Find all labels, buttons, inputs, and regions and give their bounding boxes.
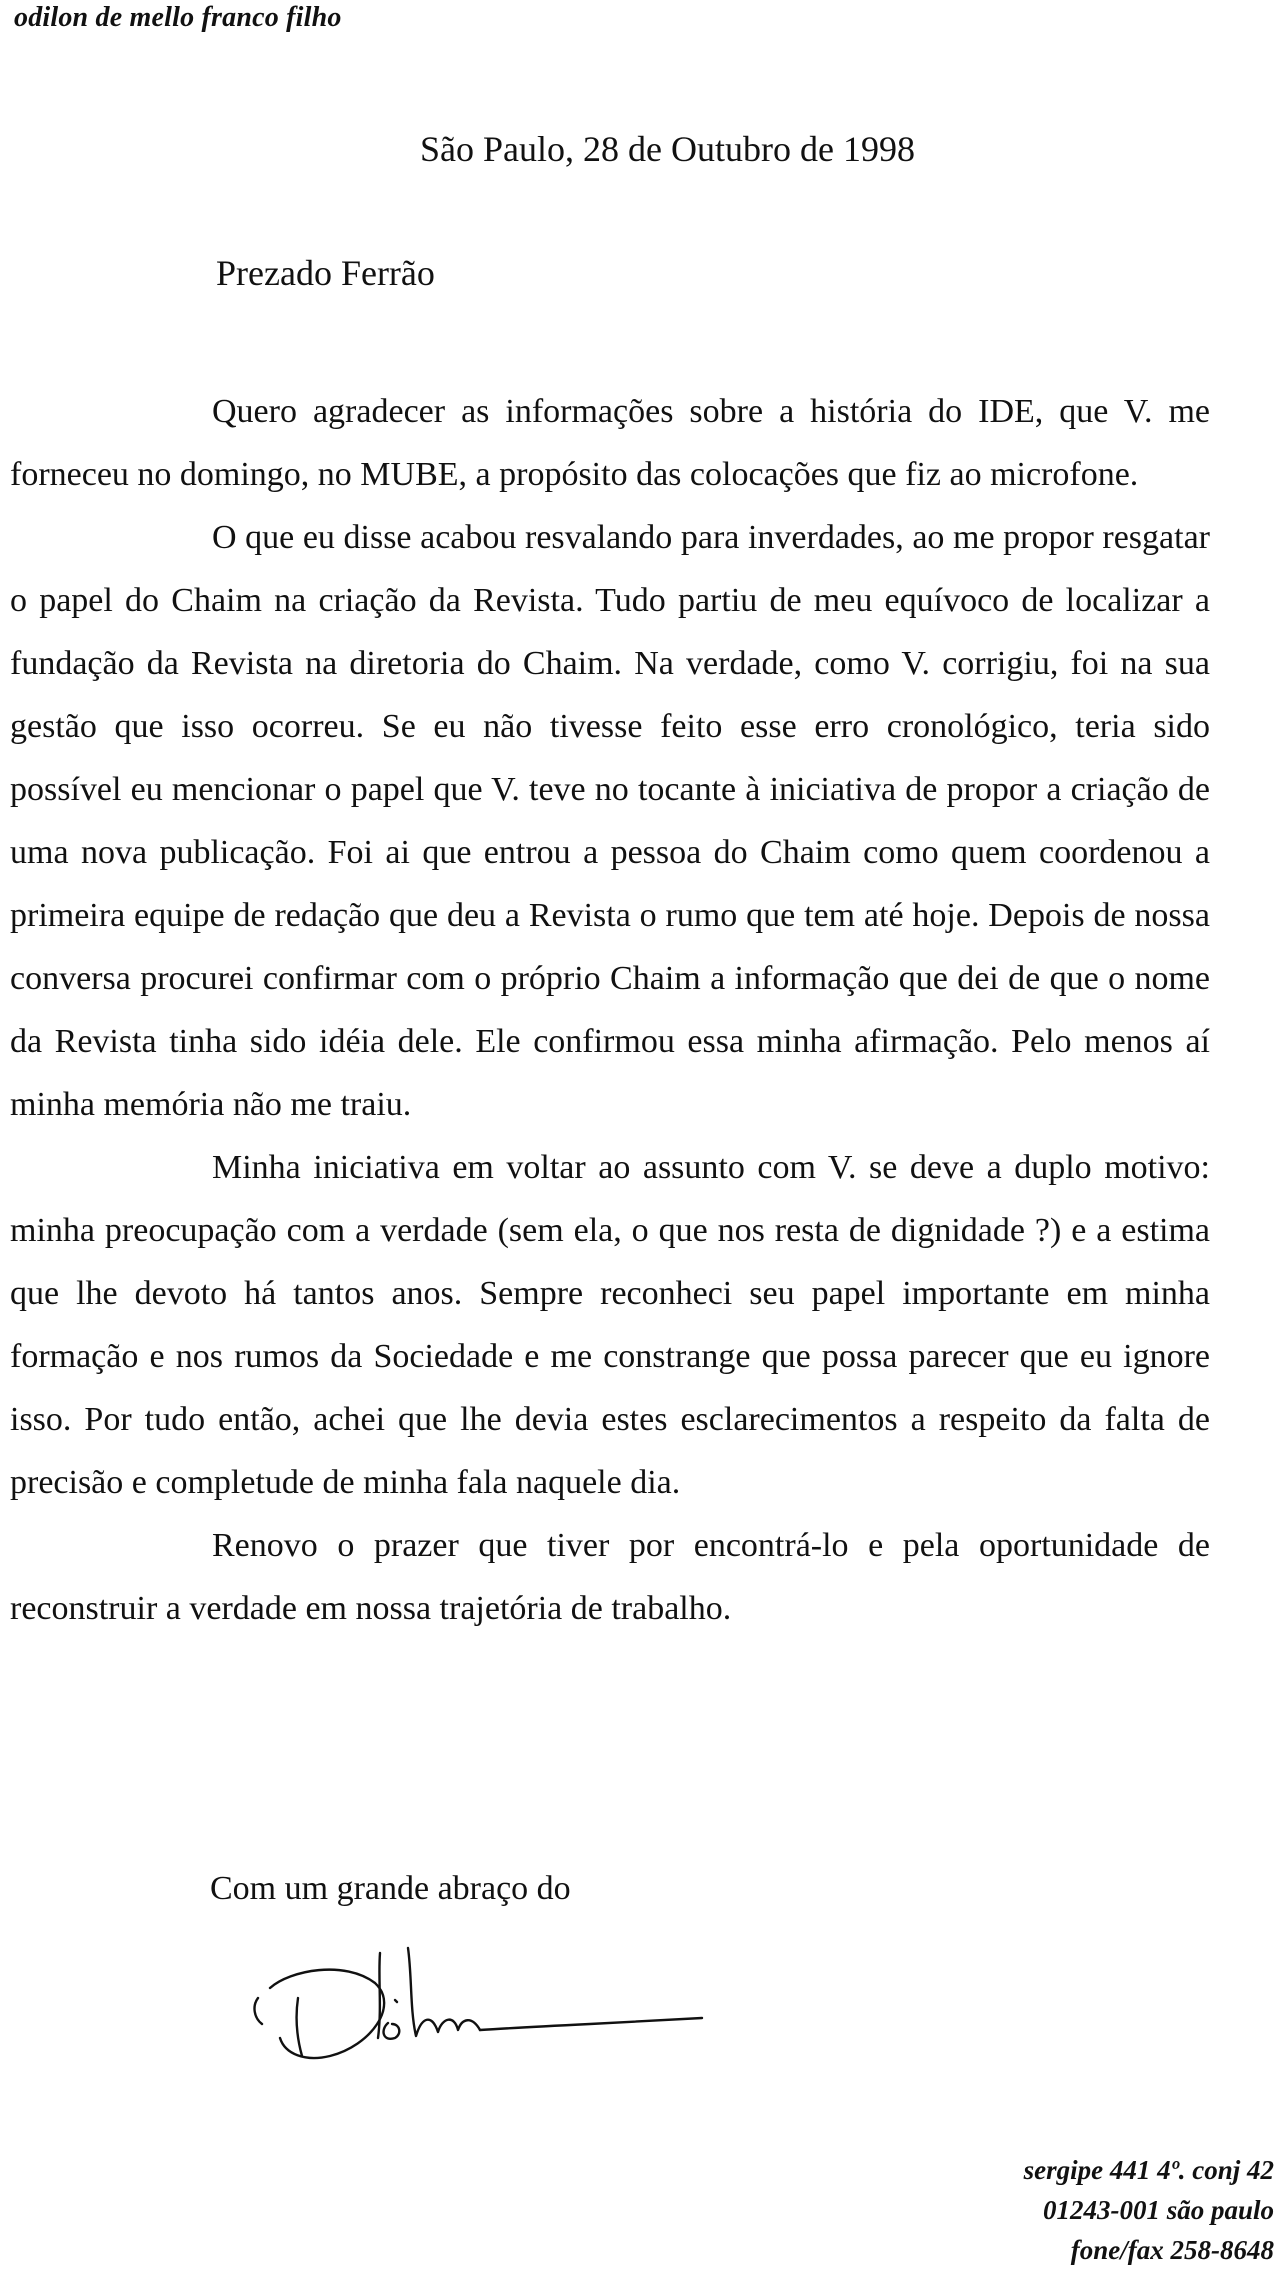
handwritten-signature: [250, 1928, 730, 2083]
paragraph-4: Renovo o prazer que tiver por encontrá-lo e pela oportunidade de reconstruir a verdade em nossa trajetória de trabalho.: [10, 1527, 1210, 1627]
address-street: sergipe 441 4º. conj 42: [1023, 2155, 1274, 2185]
paragraph-3: Minha iniciativa em voltar ao assunto com V. se deve a duplo motivo: minha preocupação com a verdade (sem ela, o que nos resta de dignidade ?) e a estima que lhe devoto há tantos anos. Sempre reconheci seu papel importante em minha formação e nos rumos da Sociedade e me constrange que possa parecer que eu ignore isso. Por tudo então, achei que lhe devia estes esclarecimentos a respeito da falta de precisão e completude de minha fala naquele dia.: [10, 1149, 1210, 1501]
signature-drawing: [250, 1928, 730, 2078]
address-phone-fax: fone/fax 258-8648: [1070, 2235, 1274, 2265]
paragraph-1: Quero agradecer as informações sobre a história do IDE, que V. me forneceu no domingo, no MUBE, a propósito das colocações que fiz ao microfone.: [10, 393, 1210, 493]
paragraph-2: O que eu disse acabou resvalando para inverdades, ao me propor resgatar o papel do Chaim na criação da Revista. Tudo partiu de meu equívoco de localizar a fundação da Revista na diretoria do Chaim. Na verdade, como V. corrigiu, foi na sua gestão que isso ocorreu. Se eu não tivesse feito esse erro cronológico, teria sido possível eu mencionar o papel que V. teve no tocante à iniciativa de propor a criação de uma nova publicação. Foi ai que entrou a pessoa do Chaim como quem coordenou a primeira equipe de redação que deu a Revista o rumo que tem até hoje. Depois de nossa conversa procurei confirmar com o próprio Chaim a informação que dei de que o nome da Revista tinha sido idéia dele. Ele confirmou essa minha afirmação. Pelo menos aí minha memória não me traiu.: [10, 519, 1210, 1123]
closing: Com um grande abraço do: [210, 1870, 571, 1907]
letterhead: odilon de mello franco filho: [14, 2, 342, 33]
sender-address: [1024, 2150, 1274, 2270]
address-postal-city: 01243-001 são paulo: [1042, 2195, 1274, 2225]
letter-body: [10, 380, 1210, 1640]
date-line: São Paulo, 28 de Outubro de 1998: [420, 129, 915, 169]
salutation: Prezado Ferrão: [216, 253, 435, 293]
